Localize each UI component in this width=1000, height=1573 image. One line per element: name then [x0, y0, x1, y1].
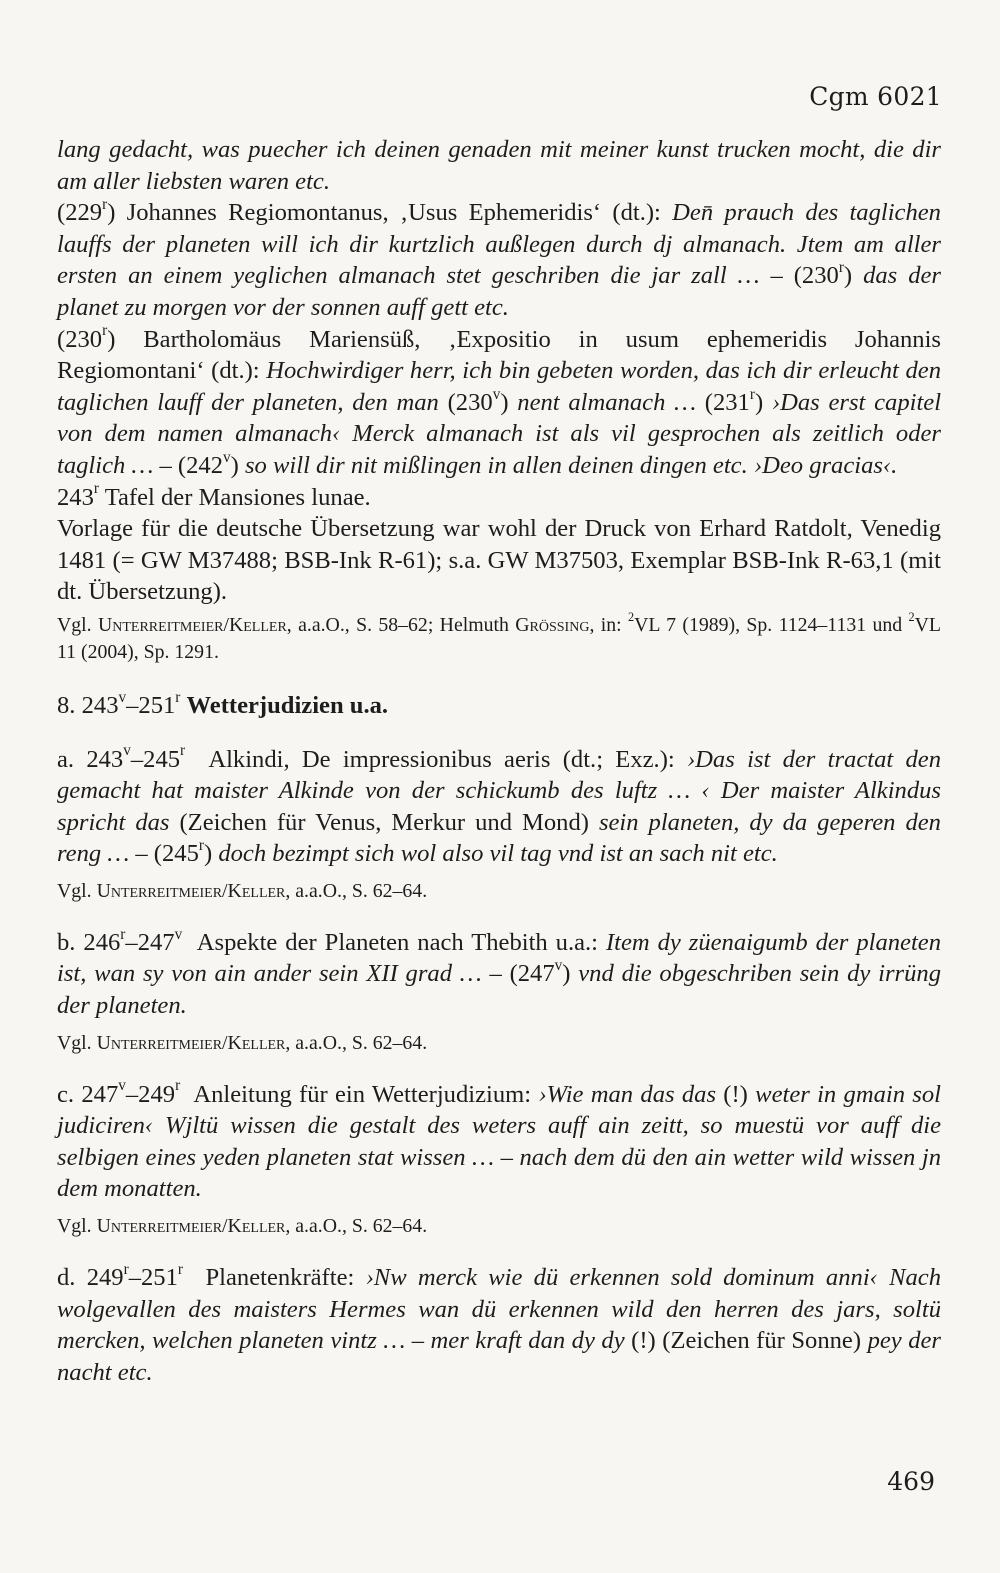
page-number: 469 [887, 1467, 935, 1496]
main-text [57, 134, 941, 1388]
section-heading: 8. 243$^v$–251$^r$ Wetterjudizien u.a. [57, 688, 389, 719]
reference-note: Vgl. Unterreitmeier/Keller, a.a.O., S. 62–64. [57, 879, 428, 902]
entry-tafel: 243$^r$ Tafel der Mansiones lunae. [57, 480, 371, 511]
entry-mariensuess: (230$^r$) Bartholomäus Mariensüß, ‚Expositio in usum ephemeridis Johannis Regiomontani‘ (dt.): Hochwirdiger herr, ich bin gebeten worden, das ich dir erleucht den taglichen lauff der planeten, den man (230$^v$) nent almanach … (231$^r$) ›Das erst capitel von dem namen almanach‹ Merck almanach ist als vil gesprochen als zeitlich oder taglich … – (242$^v$) so will dir nit mißlingen in allen deinen dingen etc. ›Deo gracias‹. [57, 322, 942, 479]
reference-note: Vgl. Unterreitmeier/Keller, a.a.O., S. 62–64. [57, 1215, 428, 1238]
entry-c: c. 247$^v$–249$^r$ Anleitung für ein Wetterjudizium: ›Wie man das das (!) weter in gmain sol judiciren‹ Wjltü wissen die gestalt des weters auff ain zeitt, so muestü vor auff die selbigen eines yeden planeten stat wissen … – nach dem dü den ain wetter wild wissen jn dem monatten. [57, 1077, 941, 1203]
entry-a: a. 243$^v$–245$^r$ Alkindi, De impressionibus aeris (dt.; Exz.): ›Das ist der tractat den gemacht hat maister Alkinde von der schickumb des luftz … ‹ Der maister Alkindus spricht das (Zeichen für Venus, Merkur und Mond) sein planeten, dy da geperen den reng … – (245$^r$) doch bezimpt sich wol also vil tag vnd ist an sach nit etc. [57, 742, 941, 868]
running-head: Cgm 6021 [809, 82, 942, 111]
entry-d: d. 249$^r$–251$^r$ Planetenkräfte: ›Nw merck wie dü erkennen sold dominum anni‹ Nach wolgevallen des maisters Hermes wan dü erkennen wild den herren des jars, soltü mercken, welchen planeten vintz … – mer kraft dan dy dy (!) (Zeichen für Sonne) pey der nacht etc. [57, 1260, 942, 1386]
reference-note: Vgl. Unterreitmeier/Keller, a.a.O., S. 58–62; Helmuth Grössing, in: $^2$VL 7 (1989), Sp. 1124–1131 und $^2$VL 11 (2004), Sp. 1291. [57, 610, 942, 663]
entry-regiomontanus: (229$^r$) Johannes Regiomontanus, ‚Usus Ephemeridis‘ (dt.): Den̄ prauch des taglichen lauffs der planeten will ich dir kurtzlich außlegen durch dj almanach. Jtem am aller ersten an einem yeglichen almanach stet geschriben die jar zall … – (230$^r$) das der planet zu morgen vor der sonnen auff gett etc. [57, 196, 941, 321]
entry-vorlage: Vorlage für die deutsche Übersetzung war wohl der Druck von Erhard Ratdolt, Venedig 1481 (= GW M37488; BSB-Ink R-61); s.a. GW M37503, Exemplar BSB-Ink R-63,1 (mit dt. Übersetzung). [57, 515, 941, 606]
entry-continuation: lang gedacht, was puecher ich deinen genaden mit meiner kunst trucken mocht, die dir am aller liebsten waren etc. [57, 136, 941, 195]
entry-b: b. 246$^r$–247$^v$ Aspekte der Planeten nach Thebith u.a.: Item dy züenaigumb der planeten ist, wan sy von ain ander sein XII grad … – (247$^v$) vnd die obgeschriben sein dy irrüng der planeten. [57, 925, 942, 1020]
reference-note: Vgl. Unterreitmeier/Keller, a.a.O., S. 62–64. [57, 1031, 428, 1054]
